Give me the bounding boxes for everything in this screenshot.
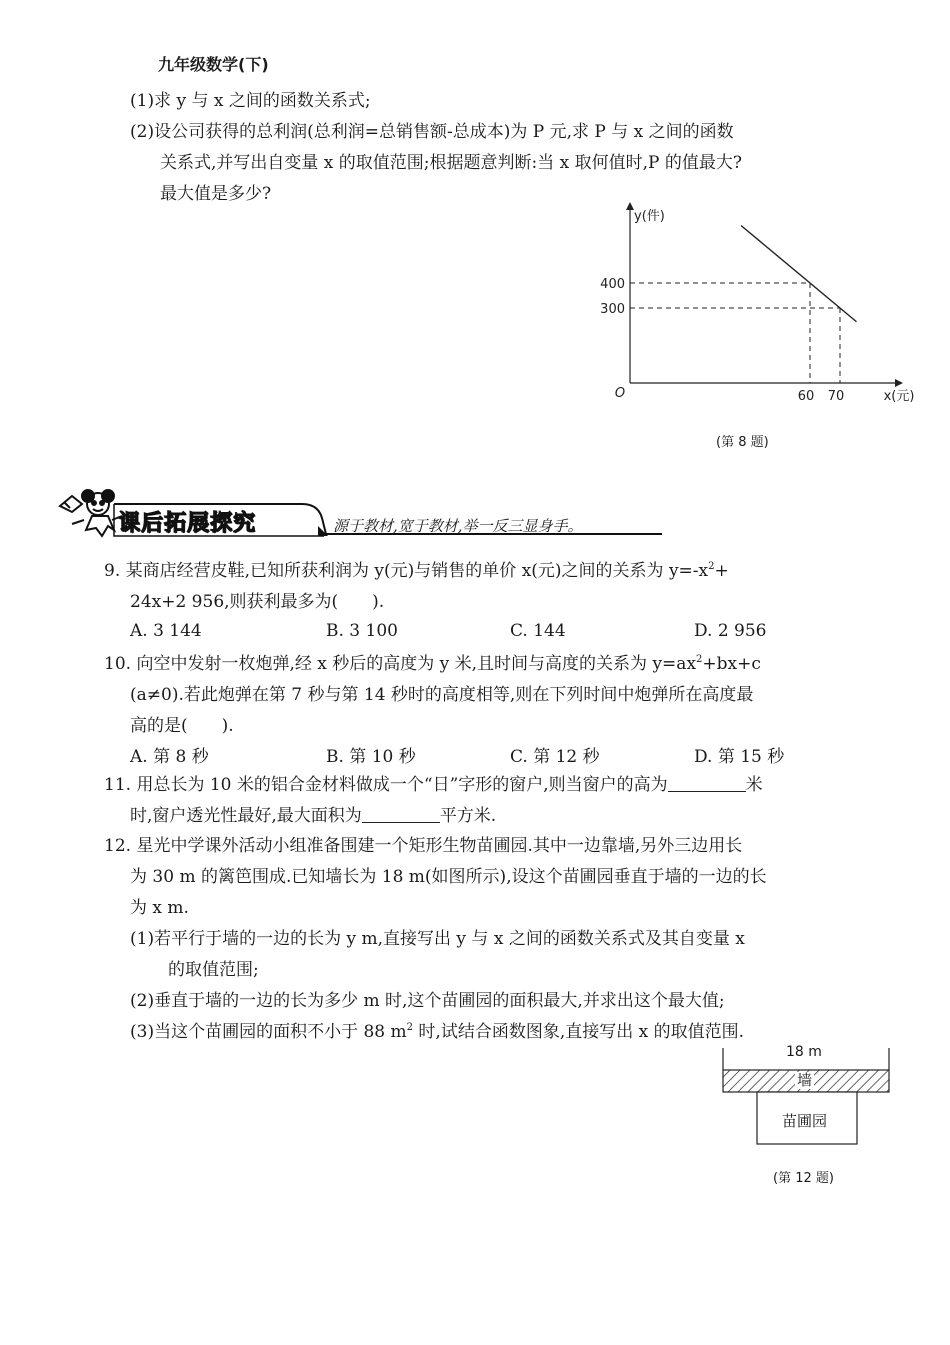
origin-label: O — [614, 386, 626, 401]
q12-wall-length: 18 m — [786, 1044, 822, 1060]
q8-chart — [590, 198, 915, 418]
q9-option-d: D. 2 956 — [694, 621, 767, 641]
q9-option-a: A. 3 144 — [130, 621, 202, 641]
q8-chart-caption: (第 8 题) — [716, 435, 769, 450]
x-axis-arrow — [895, 379, 903, 387]
q12-part3: (3)当这个苗圃园的面积不小于 88 $m^2$ 时,试结合函数图象,直接写出 x 的取值范围. — [130, 1022, 745, 1042]
q8-part2-line3: 最大值是多少? — [160, 184, 272, 204]
q10-option-d: D. 第 15 秒 — [694, 747, 785, 767]
q10-line3: 高的是( ). — [130, 716, 234, 736]
q12-part2: (2)垂直于墙的一边的长为多少 m 时,这个苗圃园的面积最大,并求出这个最大值; — [130, 991, 725, 1011]
x-tick-label: 60 — [797, 389, 815, 404]
q8-part1: (1)求 y 与 x 之间的函数关系式; — [130, 91, 371, 111]
q12-figure-caption: (第 12 题) — [773, 1171, 834, 1186]
q11-blank-area[interactable] — [362, 806, 440, 823]
q10-line1: 10. 向空中发射一枚炮弹,经 x 秒后的高度为 y 米,且时间与高度的关系为 $y=ax^2+bx+c$ — [104, 654, 761, 674]
series-line — [741, 226, 857, 322]
q12-line3: 为 x m. — [130, 898, 189, 918]
q11-line2: 时,窗户透光性最好,最大面积为 平方米. — [130, 806, 497, 826]
q10-line2: (a≠0).若此炮弹在第 7 秒与第 14 秒时的高度相等,则在下列时间中炮弹所在高度最 — [130, 685, 754, 705]
q12-wall-label: 墙 — [797, 1071, 813, 1089]
q12-figure — [716, 1044, 896, 1154]
y-tick-label: 400 — [600, 277, 625, 292]
y-axis-label: y(件) — [634, 209, 665, 224]
q11-line1: 11. 用总长为 10 米的铝合金材料做成一个“日”字形的窗户,则当窗户的高为 米 — [104, 775, 763, 795]
q12-part1-line2: 的取值范围; — [168, 960, 259, 980]
q10-option-b: B. 第 10 秒 — [326, 747, 416, 767]
page-header: 九年级数学(下) — [158, 55, 269, 74]
y-axis-arrow — [626, 202, 634, 210]
x-tick-label: 70 — [827, 389, 845, 404]
y-tick-label: 300 — [600, 302, 625, 317]
x-axis-label: x(元) — [883, 389, 915, 404]
section-title: 课后拓展探究 — [118, 511, 257, 536]
q10-option-c: C. 第 12 秒 — [510, 747, 600, 767]
section-subtitle: 源于教材,宽于教材,举一反三显身手。 — [333, 517, 583, 535]
q9-option-b: B. 3 100 — [326, 621, 398, 641]
q11-blank-height[interactable] — [668, 775, 746, 792]
q8-part2-line2: 关系式,并写出自变量 x 的取值范围;根据题意判断:当 x 取何值时,P 的值最大? — [160, 153, 743, 173]
q9-line2: 24x+2 956,则获利最多为( ). — [130, 592, 385, 612]
q9-option-c: C. 144 — [510, 621, 566, 641]
q8-part2-line1: (2)设公司获得的总利润(总利润=总销售额-总成本)为 P 元,求 P 与 x 之间的函数 — [130, 122, 734, 142]
q10-option-a: A. 第 8 秒 — [130, 747, 209, 767]
q12-line1: 12. 星光中学课外活动小组准备围建一个矩形生物苗圃园.其中一边靠墙,另外三边用长 — [104, 836, 743, 856]
q12-garden-label: 苗圃园 — [782, 1112, 828, 1130]
q12-part1-line1: (1)若平行于墙的一边的长为 y m,直接写出 y 与 x 之间的函数关系式及其自变量 x — [130, 929, 745, 949]
q9-line1: 9. 某商店经营皮鞋,已知所获利润为 y(元)与销售的单价 x(元)之间的关系为 $y=-x^2+$ — [104, 561, 729, 581]
q12-line2: 为 30 m 的篱笆围成.已知墙长为 18 m(如图所示),设这个苗圃园垂直于墙的一边的长 — [130, 867, 767, 887]
